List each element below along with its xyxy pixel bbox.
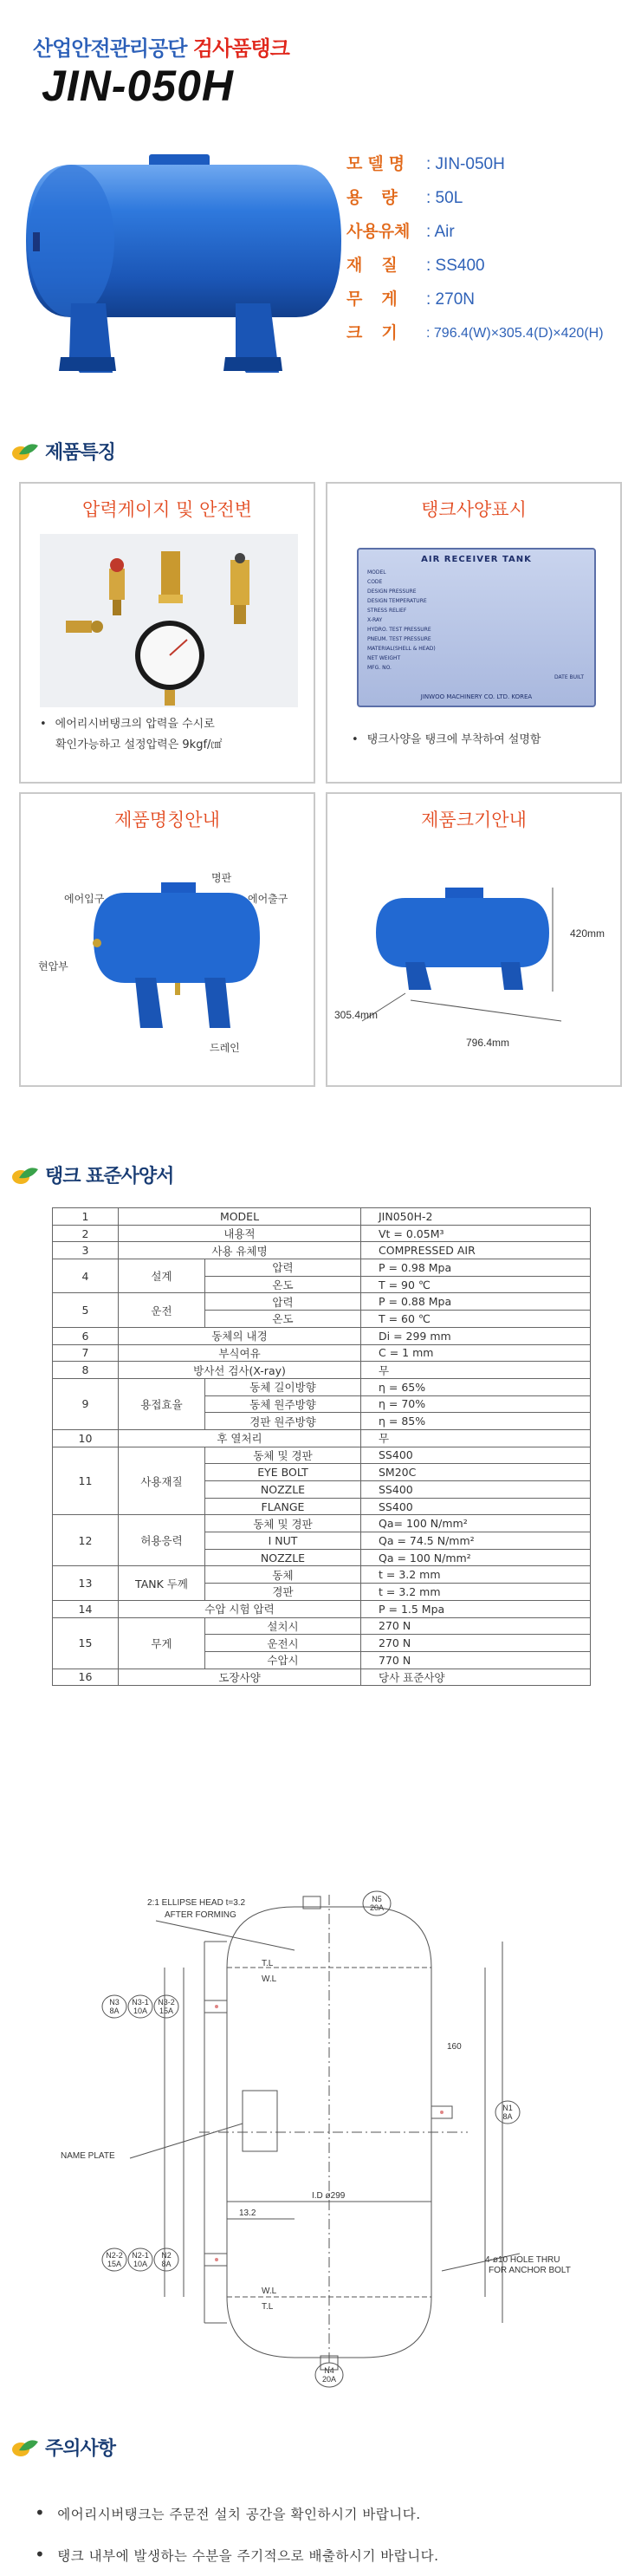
row-label: 동체의 내경: [119, 1327, 361, 1344]
spec-value: : SS400: [426, 257, 485, 275]
row-group: 사용재질: [119, 1447, 205, 1515]
table-row: [53, 1669, 591, 1686]
row-no: 12: [53, 1515, 119, 1566]
row-no: 4: [53, 1259, 119, 1293]
spec-key: 모델명: [346, 154, 411, 173]
spec-key: 재질: [346, 256, 417, 275]
row-label: 수압 시험 압력: [119, 1600, 361, 1617]
plate-footer: JINWOO MACHINERY CO. LTD. KOREA: [420, 693, 533, 700]
row-value: P = 0.88 Mpa: [361, 1293, 591, 1311]
tag-n5-size: 20A: [369, 1903, 385, 1912]
panel-title: 압력게이지 및 안전변: [82, 499, 252, 520]
row-value: SS400: [361, 1481, 591, 1499]
row-label: 방사선 검사(X-ray): [119, 1362, 361, 1379]
row-value: P = 1.5 Mpa: [361, 1600, 591, 1617]
tag-n4-size: 20A: [321, 2375, 337, 2384]
row-value: Qa = 74.5 N/mm²: [361, 1532, 591, 1550]
table-row: [53, 1208, 591, 1226]
table-row: [53, 1327, 591, 1344]
table-row: [53, 1617, 591, 1635]
row-no: 9: [53, 1378, 119, 1429]
row-value: 270 N: [361, 1635, 591, 1652]
technical-drawing: [35, 1890, 615, 2384]
row-label: NOZZLE: [205, 1481, 361, 1499]
row-label: 운전시: [205, 1635, 361, 1652]
row-group: 운전: [119, 1293, 205, 1327]
row-value: T = 60 ℃: [361, 1311, 591, 1328]
plate-row: STRESS RELIEF: [367, 608, 407, 614]
row-value: SM20C: [361, 1464, 591, 1481]
standard-heading: [10, 1161, 173, 1188]
row-value: Qa = 100 N/mm²: [361, 1549, 591, 1566]
spec-table: [52, 1207, 591, 1686]
leaf-icon: [10, 2436, 40, 2459]
spec-row: [346, 181, 632, 215]
row-value: 당사 표준사양: [361, 1669, 591, 1686]
org-name: 산업안전관리공단: [33, 36, 187, 61]
caution-list: [35, 2493, 632, 2576]
label-gauge: 현압부: [38, 960, 68, 973]
tag-n5: N5: [372, 1895, 382, 1903]
panel-nameplate: [326, 482, 622, 784]
spec-row: [346, 283, 632, 316]
panel-title: 탱크사양표시: [421, 499, 527, 520]
leaf-icon: [10, 1164, 40, 1187]
row-group: 용접효율: [119, 1378, 205, 1429]
row-no: 1: [53, 1208, 119, 1226]
row-label: I NUT: [205, 1532, 361, 1550]
panel-parts: [19, 792, 315, 1087]
nameplate-image: [357, 548, 596, 707]
tl-bottom: T.L: [262, 2302, 274, 2312]
panel-gauge: [19, 482, 315, 784]
row-label: MODEL: [119, 1208, 361, 1226]
row-label: 동체 및 경판: [205, 1447, 361, 1464]
tl-top: T.L: [262, 1959, 274, 1968]
row-group: 허용응력: [119, 1515, 205, 1566]
table-row: [53, 1429, 591, 1447]
leaf-icon: [10, 440, 40, 463]
table-row: [53, 1293, 591, 1311]
row-group: 무게: [119, 1617, 205, 1669]
row-value: η = 70%: [361, 1395, 591, 1413]
row-no: 2: [53, 1225, 119, 1242]
row-no: 6: [53, 1327, 119, 1344]
row-no: 14: [53, 1600, 119, 1617]
tag-n2-size: 8A: [161, 2260, 172, 2268]
plate-date: DATE BUILT: [554, 674, 584, 680]
spec-value: : 796.4(W)×305.4(D)×420(H): [426, 326, 604, 341]
row-label: 설치시: [205, 1617, 361, 1635]
row-value: T = 90 ℃: [361, 1276, 591, 1293]
row-value: SS400: [361, 1498, 591, 1515]
tag-n3-1-size: 10A: [133, 2007, 148, 2015]
plate-row: MODEL: [367, 569, 386, 576]
gauge-valves-image: [40, 534, 298, 707]
plate-row: DESIGN TEMPERATURE: [367, 598, 427, 604]
row-label: 부식여유: [119, 1344, 361, 1362]
row-label: 동체 및 경판: [205, 1515, 361, 1532]
note-line: 확인가능하고 설정압력은 9kgf/㎠: [55, 738, 223, 751]
tag-n3-2: N3-2: [158, 1998, 175, 2007]
wl-bottom: W.L: [262, 2287, 277, 2296]
section-title: 주의사항: [45, 2438, 116, 2460]
row-value: Qa= 100 N/mm²: [361, 1515, 591, 1532]
spec-value: : JIN-050H: [426, 155, 505, 173]
tag-n3-2-size: 15A: [159, 2007, 174, 2015]
table-row: [53, 1225, 591, 1242]
anchor-note: 4-ø10 HOLE THRU: [485, 2255, 560, 2265]
section-title: 탱크 표준사양서: [45, 1166, 174, 1187]
dim-160: 160: [447, 2042, 462, 2052]
section-title: 제품특징: [45, 442, 116, 464]
panel-note: • 탱크사양을 탱크에 부착하여 설명함: [352, 733, 541, 746]
row-value: C = 1 mm: [361, 1344, 591, 1362]
row-label: 도장사양: [119, 1669, 361, 1686]
row-group: 설계: [119, 1259, 205, 1293]
table-row: [53, 1515, 591, 1532]
name-plate-label: NAME PLATE: [61, 2151, 115, 2161]
spec-key: 용량: [346, 188, 417, 207]
spec-row: [346, 249, 632, 283]
plate-row: NET WEIGHT: [367, 655, 401, 661]
panel-note: [40, 714, 222, 756]
list-item: • 에어리시버탱크는 주문전 설치 공간을 확인하시기 바랍니다.: [35, 2493, 632, 2534]
table-row: [53, 1344, 591, 1362]
row-value: JIN050H-2: [361, 1208, 591, 1226]
spec-value: : Air: [426, 223, 455, 241]
list-item: • 탱크 내부에 발생하는 수분을 주기적으로 배출하시기 바랍니다.: [35, 2534, 632, 2576]
row-label: FLANGE: [205, 1498, 361, 1515]
spec-value: : 270N: [426, 290, 475, 309]
row-value: COMPRESSED AIR: [361, 1242, 591, 1259]
dim-width: 796.4mm: [466, 1037, 510, 1049]
tag-n2-2-size: 15A: [107, 2260, 122, 2268]
after-forming: AFTER FORMING: [165, 1910, 236, 1920]
note-line: • 에어리시버탱크의 압력을 수시로: [40, 718, 215, 731]
row-value: 770 N: [361, 1651, 591, 1669]
row-label: 후 열처리: [119, 1429, 361, 1447]
row-value: Di = 299 mm: [361, 1327, 591, 1344]
row-value: 270 N: [361, 1617, 591, 1635]
table-row: [53, 1447, 591, 1464]
wl-top: W.L: [262, 1974, 277, 1984]
row-label: 수압시: [205, 1651, 361, 1669]
row-label: 압력: [205, 1293, 361, 1311]
row-no: 10: [53, 1429, 119, 1447]
table-row: [53, 1600, 591, 1617]
inspection-badge: 검사품탱크: [192, 36, 289, 61]
tag-n3: N3: [109, 1998, 120, 2007]
plate-row: X-RAY: [367, 617, 383, 623]
panel-title: 제품크기안내: [421, 810, 527, 830]
row-label: 동체 길이방향: [205, 1378, 361, 1395]
row-label: 온도: [205, 1311, 361, 1328]
row-label: 경판 원주방향: [205, 1413, 361, 1430]
tag-n3-size: 8A: [109, 2007, 120, 2015]
plate-row: CODE: [367, 579, 383, 585]
spec-value: : 50L: [426, 189, 463, 207]
row-value: η = 85%: [361, 1413, 591, 1430]
table-row: [53, 1378, 591, 1395]
tag-n4: N4: [324, 2366, 334, 2375]
tag-n2: N2: [161, 2251, 172, 2260]
row-label: EYE BOLT: [205, 1464, 361, 1481]
panel-title: 제품명칭안내: [114, 810, 220, 830]
row-no: 5: [53, 1293, 119, 1327]
table-row: [53, 1362, 591, 1379]
plate-row: MATERIAL(SHELL & HEAD): [367, 646, 436, 652]
tag-n1-size: 8A: [502, 2112, 513, 2121]
plate-row: DESIGN PRESSURE: [367, 589, 417, 595]
row-no: 8: [53, 1362, 119, 1379]
table-row: [53, 1259, 591, 1277]
row-value: t = 3.2 mm: [361, 1566, 591, 1584]
plate-rows: [367, 568, 586, 673]
tag-n2-2: N2-2: [106, 2251, 123, 2260]
row-label: 동체: [205, 1566, 361, 1584]
row-no: 13: [53, 1566, 119, 1600]
row-label: 내용적: [119, 1225, 361, 1242]
spec-row: [346, 215, 632, 249]
parts-tank-image: [90, 881, 263, 1037]
spec-summary: [346, 147, 632, 350]
row-label: 온도: [205, 1276, 361, 1293]
hero-tank-image: [19, 130, 348, 386]
spec-key: 사용유체: [346, 222, 411, 241]
panel-size: [326, 792, 622, 1087]
row-label: 동체 원주방향: [205, 1395, 361, 1413]
label-inlet: 에어입구: [64, 893, 105, 905]
tag-n1: N1: [502, 2104, 513, 2112]
tag-n2-1-size: 10A: [133, 2260, 148, 2268]
spec-row: [346, 147, 632, 181]
row-value: Vt = 0.05M³: [361, 1225, 591, 1242]
dim-13-2: 13.2: [239, 2208, 256, 2218]
plate-row: PNEUM. TEST PRESSURE: [367, 636, 431, 642]
spec-key: 크기: [346, 323, 417, 342]
label-outlet: 에어출구: [248, 893, 288, 905]
row-no: 15: [53, 1617, 119, 1669]
header-title: [33, 31, 289, 62]
caution-heading: [10, 2434, 115, 2461]
head-note: 2:1 ELLIPSE HEAD t=3.2: [147, 1898, 246, 1908]
plate-row: HYDRO. TEST PRESSURE: [367, 627, 431, 633]
row-label: 사용 유체명: [119, 1242, 361, 1259]
row-value: t = 3.2 mm: [361, 1584, 591, 1601]
row-no: 3: [53, 1242, 119, 1259]
row-value: SS400: [361, 1447, 591, 1464]
row-label: 압력: [205, 1259, 361, 1277]
row-value: 무: [361, 1429, 591, 1447]
spec-key: 무게: [346, 289, 417, 309]
tag-n2-1: N2-1: [132, 2251, 149, 2260]
row-value: P = 0.98 Mpa: [361, 1259, 591, 1277]
row-value: 무: [361, 1362, 591, 1379]
tag-n3-1: N3-1: [132, 1998, 149, 2007]
model-title: JIN-050H: [42, 62, 234, 110]
row-value: η = 65%: [361, 1378, 591, 1395]
table-row: [53, 1566, 591, 1584]
dim-height: 420mm: [570, 927, 605, 940]
plate-row: MFG. NO.: [367, 665, 392, 671]
row-no: 16: [53, 1669, 119, 1686]
row-no: 7: [53, 1344, 119, 1362]
spec-row: [346, 316, 632, 350]
row-label: 경판: [205, 1584, 361, 1601]
anchor-note-2: FOR ANCHOR BOLT: [489, 2266, 571, 2275]
label-drain: 드레인: [210, 1042, 240, 1054]
row-label: NOZZLE: [205, 1549, 361, 1566]
features-heading: [10, 438, 115, 465]
table-row: [53, 1242, 591, 1259]
plate-title: AIR RECEIVER TANK: [421, 555, 532, 564]
row-no: 11: [53, 1447, 119, 1515]
row-group: TANK 두께: [119, 1566, 205, 1600]
label-nameplate: 명판: [211, 872, 232, 884]
id-dimension: I.D ø299: [312, 2191, 346, 2201]
dim-depth: 305.4mm: [334, 1009, 379, 1021]
